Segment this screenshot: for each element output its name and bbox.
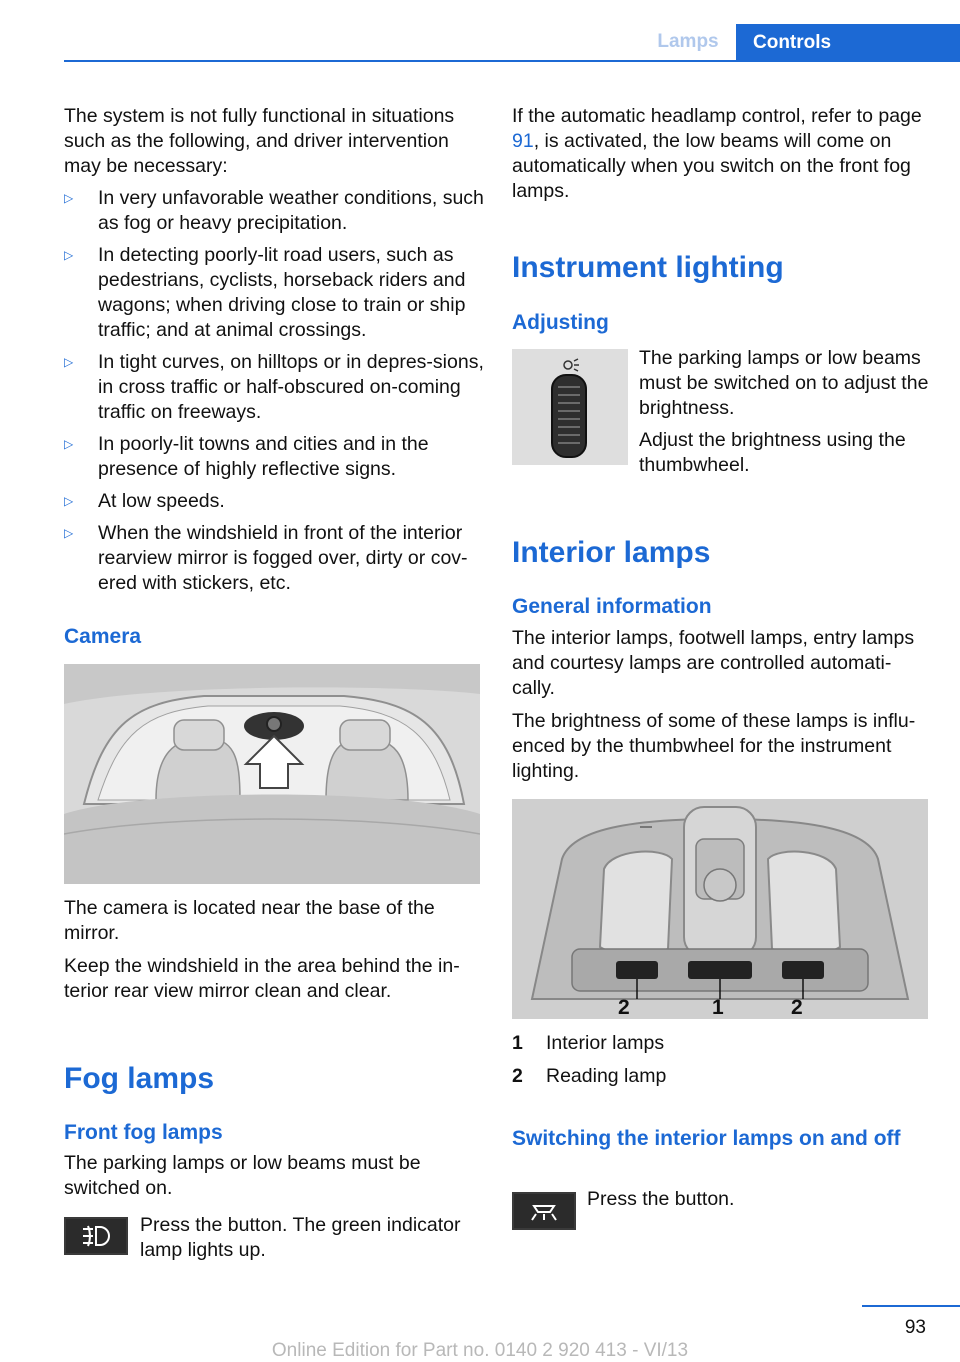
list-item: ▷ In detecting poorly-lit road users, such as pedestrians, cyclists, horseback riders and wagons; when driving close to train or ship traffic; and at animal crossings.	[64, 244, 466, 341]
fog-lamp-button-icon	[64, 1217, 128, 1255]
triangle-bullet-icon: ▷	[64, 248, 74, 262]
camera-clean-paragraph: Keep the windshield in the area behind the in‐terior rear view mirror clean and clear.	[64, 955, 460, 1002]
adjusting-paragraph-2: Adjust the brightness using the thumbwheel.	[639, 429, 906, 476]
footer-rule	[862, 1305, 960, 1307]
front-fog-lamps-heading: Front fog lamps	[64, 1121, 223, 1144]
front-fog-button-paragraph: Press the button. The green indicator lamp lights up.	[140, 1214, 461, 1261]
interior-lamps-heading: Interior lamps	[512, 536, 711, 569]
list-item: ▷ In tight curves, on hilltops or in depres‐sions, in cross traffic or half-obscured on‐coming traffic on freeways.	[64, 351, 484, 423]
triangle-bullet-icon: ▷	[64, 355, 74, 369]
adjusting-paragraph-1: The parking lamps or low beams must be switched on to adjust the brightness.	[639, 347, 929, 419]
interior-lamps-illustration	[512, 799, 928, 1019]
adjusting-heading: Adjusting	[512, 311, 609, 334]
switching-heading: Switching the interior lamps on and off	[512, 1127, 901, 1150]
list-item: ▷ At low speeds.	[64, 490, 225, 512]
legend-label: Interior lamps	[546, 1032, 665, 1054]
legend-number: 1	[512, 1032, 523, 1054]
legend-label: Reading lamp	[546, 1065, 667, 1087]
auto-headlamp-paragraph: If the automatic headlamp control, refer to page 91, is activated, the low beams will come on automatically when you switch on the front fog lamps.	[512, 105, 922, 202]
intro-paragraph: The system is not fully functional in situations such as the following, and driver intervention may be necessary:	[64, 105, 455, 177]
figure-callout-1: 1	[712, 996, 724, 1019]
triangle-bullet-icon: ▷	[64, 526, 74, 540]
page-link[interactable]: 91	[512, 130, 534, 152]
triangle-bullet-icon: ▷	[64, 191, 74, 205]
interior-lamps-figure	[512, 799, 928, 1019]
list-item: ▷ In very unfavorable weather conditions, such as fog or heavy precipitation.	[64, 187, 484, 234]
general-information-heading: General information	[512, 595, 712, 618]
general-paragraph-1: The interior lamps, footwell lamps, entry lamps and courtesy lamps are controlled automati‐cally.	[512, 627, 915, 699]
camera-heading: Camera	[64, 625, 142, 648]
fog-lamps-heading: Fog lamps	[64, 1062, 215, 1095]
instrument-lighting-heading: Instrument lighting	[512, 251, 784, 284]
list-item: ▷ In poorly-lit towns and cities and in the presence of highly reflective signs.	[64, 433, 429, 480]
interior-light-button-icon	[512, 1192, 576, 1230]
switching-paragraph: Press the button.	[587, 1188, 735, 1210]
general-paragraph-2: The brightness of some of these lamps is influ‐enced by the thumbwheel for the instrument lighting.	[512, 710, 916, 782]
limitations-list	[64, 186, 484, 603]
thumbwheel-illustration	[512, 349, 628, 465]
header-chapter-tab[interactable]: Controls	[736, 24, 960, 62]
page-number: 93	[904, 1317, 926, 1338]
list-item: ▷ When the windshield in front of the interior rearview mirror is fogged over, dirty or cov‐ered with stickers, etc.	[64, 522, 468, 594]
header-section-label[interactable]: Lamps	[657, 31, 719, 52]
legend-number: 2	[512, 1065, 523, 1087]
camera-illustration	[64, 664, 480, 884]
triangle-bullet-icon: ▷	[64, 494, 74, 508]
figure-callout-2-right: 2	[791, 996, 803, 1019]
triangle-bullet-icon: ▷	[64, 437, 74, 451]
front-fog-paragraph: The parking lamps or low beams must be switched on.	[64, 1152, 421, 1199]
figure-callout-2-left: 2	[618, 996, 630, 1019]
camera-location-paragraph: The camera is located near the base of the mirror.	[64, 897, 435, 944]
edition-footer: Online Edition for Part no. 0140 2 920 413 - VI/13	[271, 1340, 689, 1361]
